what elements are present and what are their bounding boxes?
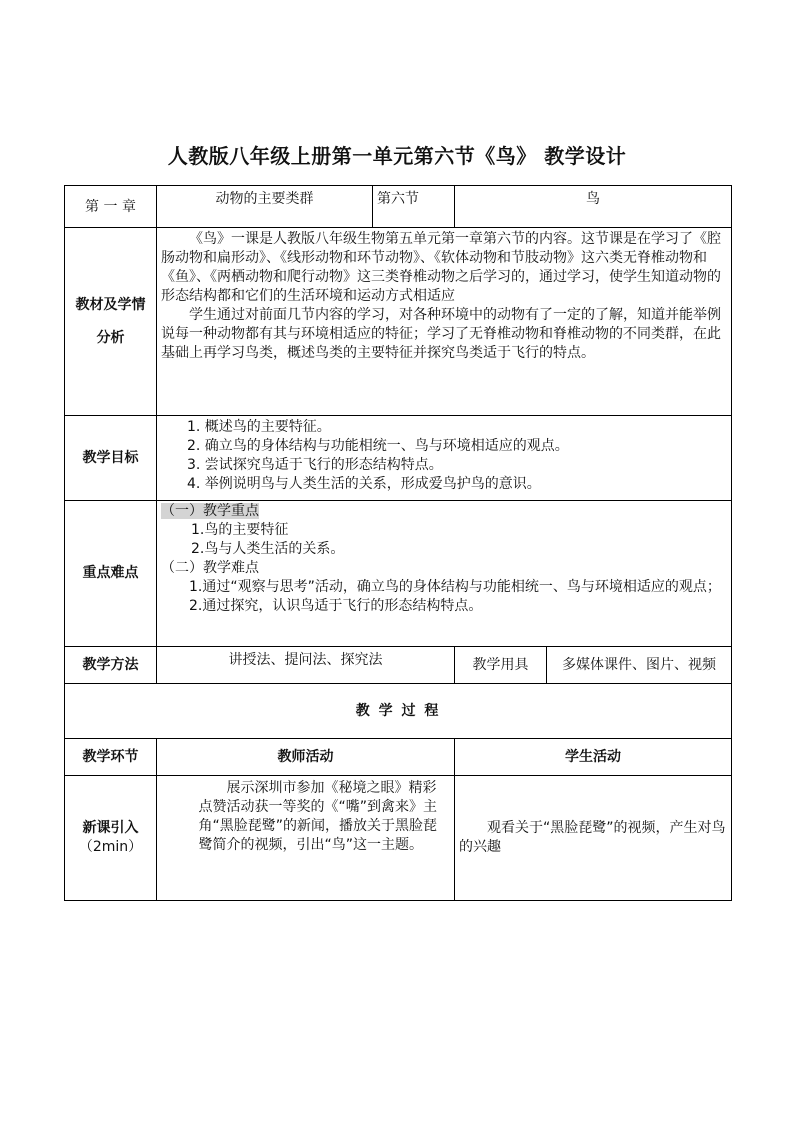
teacher-activity: 展示深圳市参加《秘境之眼》精彩点赞活动获一等奖的《“嘴”到禽来》主角“黑脸琵鹭”的新闻，播放关于黑脸琵鹭简介的视频，引出“鸟”这一主题。	[195, 776, 455, 901]
goal-item: 4. 举例说明鸟与人类生活的关系，形成爱鸟护鸟的意识。	[187, 476, 541, 492]
stage-column-header: 教学环节	[65, 739, 157, 776]
group-cell: 动物的主要类群	[157, 186, 373, 228]
teacher-column-header: 教师活动	[157, 739, 455, 776]
methods-value: 讲授法、提问法、探究法	[157, 647, 455, 684]
difficulty-item: 1.通过“观察与思考”活动，确立鸟的身体结构与功能相统一、鸟与环境相适应的观点；	[189, 579, 721, 595]
difficulty-item: 2.通过探究，认识鸟适于飞行的形态结构特点。	[189, 598, 483, 614]
topic-cell: 鸟	[455, 186, 732, 228]
student-activity: 观看关于“黑脸琵鹭”的视频，产生对鸟的兴趣	[455, 776, 732, 901]
document-title: 人教版八年级上册第一单元第六节《鸟》 教学设计	[167, 144, 627, 168]
goals-content	[157, 416, 732, 501]
process-columns-row	[65, 739, 732, 776]
stage-duration: （2min）	[78, 839, 143, 855]
methods-row	[65, 647, 732, 684]
process-heading: 教 学 过 程	[65, 684, 732, 739]
process-heading-row	[65, 684, 732, 739]
student-column-header: 学生活动	[455, 739, 732, 776]
analysis-label	[65, 228, 157, 416]
difficulty-heading: （二）教学难点	[161, 560, 259, 576]
goal-item: 1. 概述鸟的主要特征。	[187, 419, 331, 435]
lesson-plan-table	[64, 185, 732, 901]
key-item: 2.鸟与人类生活的关系。	[191, 541, 345, 557]
stage-cell	[65, 776, 157, 901]
chapter-cell: 第 一 章	[65, 186, 157, 228]
key-item: 1.鸟的主要特征	[191, 522, 289, 538]
tools-label: 教学用具	[455, 647, 547, 684]
analysis-paragraph-2: 学生通过对前面几节内容的学习，对各种环境中的动物有了一定的了解，知道并能举例说每一种动物都有其与环境相适应的特征；学习了无脊椎动物和脊椎动物的不同类群，在此基础上再学习鸟类，概述鸟类的主要特征并探究鸟类适于飞行的特点。	[161, 307, 721, 361]
goal-item: 3. 尝试探究鸟适于飞行的形态结构特点。	[187, 457, 443, 473]
analysis-label-line2: 分析	[96, 329, 125, 346]
methods-label: 教学方法	[65, 647, 157, 684]
goals-label: 教学目标	[65, 416, 157, 501]
stage-name: 新课引入	[82, 820, 139, 836]
analysis-paragraph-1: 《鸟》一课是人教版八年级生物第五单元第一章第六节的内容。这节课是在学习了《腔肠动物和扁形动》、《线形动物和环节动物》、《软体动物和节肢动物》这六类无脊椎动物和《鱼》、《两栖动物和爬行动物》这三类脊椎动物之后学习的，通过学习，使学生知道动物的形态结构都和它们的生活环境和运动方式相适应	[161, 231, 721, 304]
section-cell: 第六节	[373, 186, 455, 228]
tools-value: 多媒体课件、图片、视频	[547, 647, 732, 684]
key-points-row	[65, 501, 732, 647]
key-points-label: 重点难点	[65, 501, 157, 647]
header-row	[65, 186, 732, 228]
analysis-content	[157, 228, 732, 416]
analysis-row	[65, 228, 732, 416]
key-heading: （一）教学重点	[161, 503, 259, 519]
key-points-content	[157, 501, 732, 647]
analysis-label-line1: 教材及学情	[75, 296, 146, 313]
goals-row	[65, 416, 732, 501]
process-row	[65, 776, 732, 901]
goal-item: 2. 确立鸟的身体结构与功能相统一、鸟与环境相适应的观点。	[187, 438, 569, 454]
